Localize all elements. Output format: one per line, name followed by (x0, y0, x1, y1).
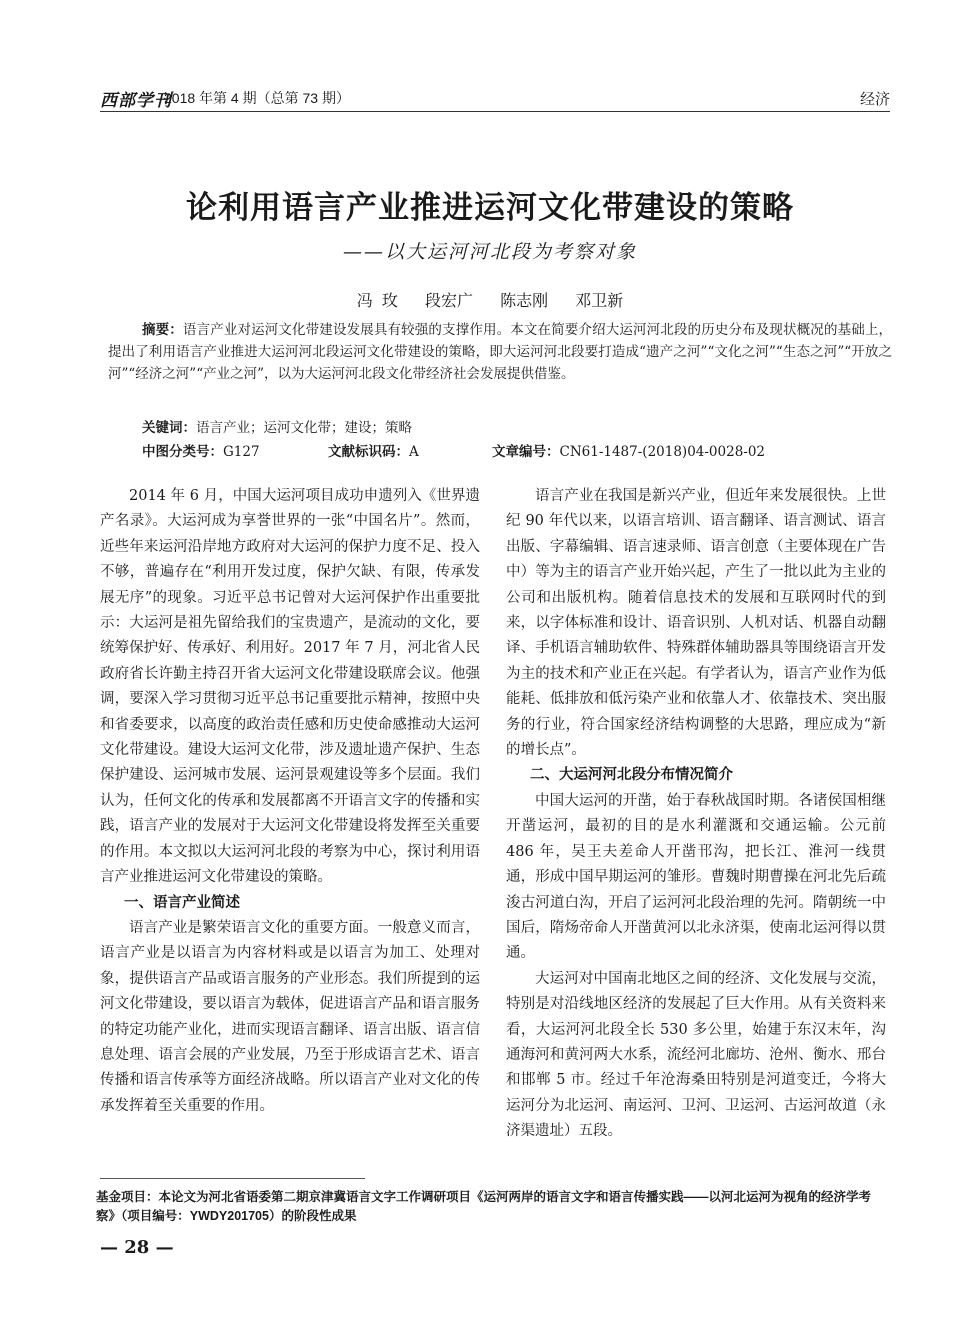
body-paragraph: 中国大运河的开凿，始于春秋战国时期。各诸侯国相继开凿运河，最初的目的是水利灌溉和交通运输。公元前 486 年，吴王夫差命人开凿邗沟，把长江、淮河一线贯通，形成中国早期运河的雏形。曹魏时期曹操在河北先后疏浚古河道白沟，开启了运河河北段治理的先河。隋朝统一中国后，隋炀帝命人开凿黄河以北永济渠，使南北运河得以贯通。 (506, 792, 886, 962)
footnote-rule (100, 1178, 365, 1179)
article-number-value: CN61-1487-(2018)04-0028-02 (559, 444, 766, 460)
abstract-label: 摘要： (142, 322, 183, 337)
document-code-label: 文献标识码： (328, 444, 409, 459)
body-paragraph: 语言产业在我国是新兴产业，但近年来发展很快。上世纪 90 年代以来，以语言培训、语言翻译、语言测试、语言出版、字幕编辑、语言速录师、语言创意（主要体现在广告中）等为主的语言产业开始兴起，产生了一批以此为主业的公司和出版机构。随着信息技术的发展和互联网时代的到来，以字体标准和设计、语音识别、人机对话、机器自动翻译、手机语言辅助软件、特殊群体辅助器具等围绕语言开发为主的技术和产业正在兴起。有学者认为，语言产业作为低能耗、低排放和低污染产业和依靠人才、依靠技术、突出服务的行业，符合国家经济结构调整的大思路，理应成为“新的增长点”。 (506, 488, 886, 759)
body-paragraph: 2014 年 6 月，中国大运河项目成功申遗列入《世界遗产名录》。大运河成为享誉世界的一张“中国名片”。然而，近些年来运河沿岸地方政府对大运河的保护力度不足、投入不够，普遍存在“利用开发过度，保护欠缺、有限，传承发展无序”的现象。习近平总书记曾对大运河保护作出重要批示：大运河是祖先留给我们的宝贵遗产，是流动的文化，要统筹保护好、传承好、利用好。2017 年 7 月，河北省人民政府省长许勤主持召开省大运河文化带建设联席会议。他强调，要深入学习贯彻习近平总书记重要批示精神，按照中央和省委要求，以高度的政治责任感和历史使命感推动大运河文化带建设。建设大运河文化带，涉及遗址遗产保护、生态保护建设、运河城市发展、运河景观建设等多个层面。我们认为，任何文化的传承和发展都离不开语言文字的传播和实践，语言产业的发展对于大运河文化带建设将发挥至关重要的作用。本文拟以大运河河北段的考察为中心，探讨利用语言产业推进运河文化带建设的策略。 (100, 488, 480, 886)
keywords-text: 语言产业；运河文化带；建设；策略 (196, 420, 412, 436)
clc-label: 中图分类号： (142, 444, 223, 459)
journal-issue: 2018 年第 4 期（总第 73 期） (164, 90, 350, 106)
document-code-value: A (409, 444, 419, 460)
author-name: 冯 玫 (356, 291, 398, 310)
body-paragraph: 大运河对中国南北地区之间的经济、文化发展与交流，特别是对沿线地区经济的发展起了巨大作用。从有关资料来看，大运河河北段全长 530 多公里，始建于东汉末年，沟通海河和黄河两大水系，流经河北廊坊、沧州、衡水、邢台和邯郸 5 市。经过千年沧海桑田特别是河道变迁，今将大运河分为北运河、南运河、卫河、卫运河、古运河故道（永济渠遗址）五段。 (506, 970, 886, 1140)
body-column-left (100, 484, 480, 1119)
body-column-right (506, 484, 886, 1145)
clc-number (142, 440, 260, 460)
running-header (100, 84, 890, 110)
author-name: 陈志刚 (500, 291, 549, 310)
article-title: 论利用语言产业推进运河文化带建设的策略 (186, 190, 794, 226)
header-rule (100, 111, 890, 112)
body-paragraph: 语言产业是繁荣语言文化的重要方面。一般意义而言，语言产业是以语言为内容材料或是以语言为加工、处理对象，提供语言产品或语言服务的产业形态。我们所提到的运河文化带建设，要以语言为载体，促进语言产品和语言服务的特定功能产业化，进而实现语言翻译、语言出版、语言信息处理、语言会展的产业发展，乃至于形成语言艺术、语言传播和语言传承等方面经济战略。所以语言产业对文化的传承发挥着至关重要的作用。 (100, 919, 480, 1114)
page-number: — 28 — (100, 1237, 174, 1258)
journal-logo: 西部学刊 (100, 91, 172, 111)
author-name: 邓卫新 (575, 291, 624, 310)
section-heading: 二、大运河河北段分布情况简介 (530, 767, 733, 784)
section-heading: 一、语言产业简述 (124, 894, 240, 911)
funding-footnote: 基金项目：本论文为河北省语委第二期京津冀语言文字工作调研项目《运河两岸的语言文字和语言传播实践——以河北运河为视角的经济学考察》（项目编号：YWDY201705）的阶段性成果 (96, 1190, 872, 1223)
article-subtitle: ——以大运河河北段为考察对象 (342, 241, 637, 263)
abstract-text: 语言产业对运河文化带建设发展具有较强的支撑作用。本文在简要介绍大运河河北段的历史分布及现状概况的基础上，提出了利用语言产业推进大运河河北段运河文化带建设的策略，即大运河河北段要打造成“遗产之河”“文化之河”“生态之河”“开放之河”“经济之河”“产业之河”，以为大运河河北段文化带经济社会发展提供借鉴。 (108, 322, 893, 382)
section-name: 经济 (859, 91, 890, 108)
article-number (492, 440, 765, 460)
keywords-label: 关键词： (142, 420, 196, 435)
clc-value: G127 (223, 444, 260, 460)
document-code (328, 440, 419, 460)
abstract-body (108, 319, 892, 385)
author-list (0, 288, 980, 311)
author-name: 段宏广 (424, 291, 473, 310)
keywords (142, 416, 892, 436)
abstract (108, 319, 892, 385)
article-number-label: 文章编号： (492, 444, 560, 459)
